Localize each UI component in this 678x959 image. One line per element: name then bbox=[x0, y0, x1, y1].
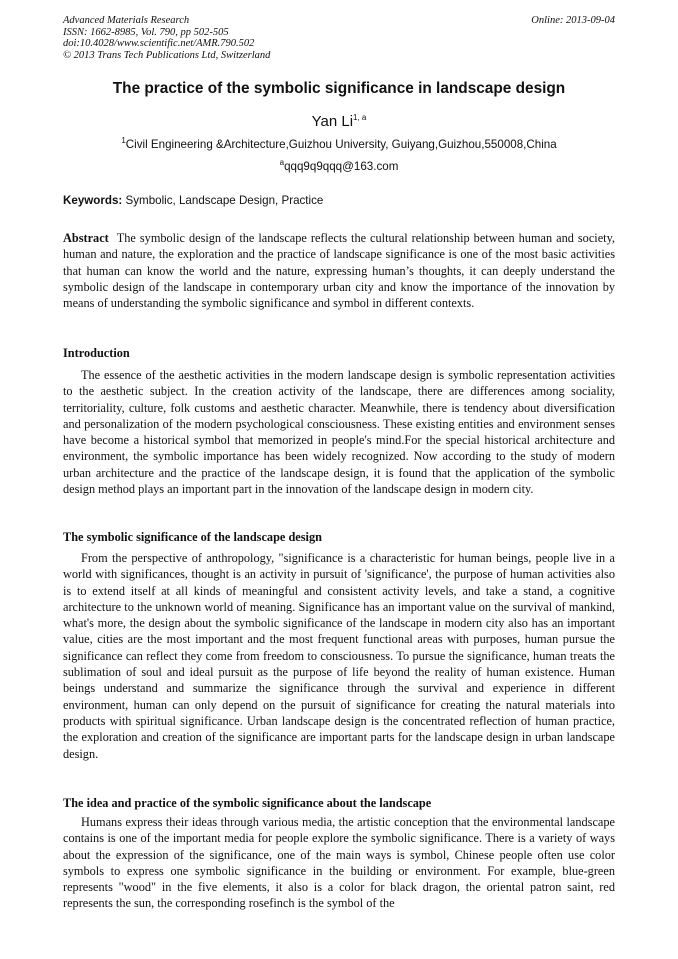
journal-name: Advanced Materials Research bbox=[63, 15, 190, 26]
keywords-label: Keywords: bbox=[63, 194, 123, 207]
section-paragraph-idea-and-practice: Humans express their ideas through various media, the artistic conception that the environmental landscape contains is one of the important media for people explore the symbolic significance. There is a variety of ways about the expression of the significance, one of the main ways is symbol, Chinese people often use color symbols to express one symbolic significance in the building or environment. For example, blue-green represents "wood" in the five elements, it also is a color for black dragon, the oriental patron saint, red represents the sun, the corresponding rosefinch is the symbol of the bbox=[63, 815, 615, 911]
issn-line: ISSN: 1662-8985, Vol. 790, pp 502-505 bbox=[63, 26, 229, 38]
section-paragraph-introduction: The essence of the aesthetic activities in the modern landscape design is symbolic representation activities to the aesthetic subject. In the creation activity of the landscape, there are differences among sociality, territoriality, culture, folk customs and aesthetic character. Meanwhile, there is tendency about diversification and personalization of the modern psychological consciousness. These existing entities and environment senses have become a historical symbol that memorized in people's mind.For the special historical architecture and environment, the symbolic importance has been widely recognized. Now according to the study of modern urban architecture and the practice of the landscape design, it is found that the application of the symbolic design method plays an important part in the innovation of the landscape design in modern city. bbox=[63, 368, 615, 497]
email-address: qqq9q9qqq@163.com bbox=[284, 160, 399, 173]
abstract-paragraph bbox=[63, 230, 615, 311]
abstract-text: The symbolic design of the landscape reflects the cultural relationship between human and society, human and nature, the exploration and the practice of landscape significance is one of the most basic activities that human can know the world and the nature, expressing human’s thoughts, it can deeply understand the symbolic design of the landscape in contemporary urban city and know the importance of the innovation by means of understanding the symbolic significance and symbol in different contexts. bbox=[63, 231, 615, 311]
online-date: Online: 2013-09-04 bbox=[531, 15, 615, 26]
author-superscript: 1, a bbox=[353, 113, 367, 122]
section-paragraph-symbolic-significance: From the perspective of anthropology, "significance is a characteristic for human beings, people live in a world with significances, thought is an activity in pursuit of 'significance', the purpose of human activities also is to extend itself at all kinds of meaningful and consistent activity levels, and take a stand, a cognitive architecture to the unknown world of meaning. Significance has an important value on the survival of mankind, what's more, the design about the symbolic significance of the landscape in modern city also has an important value, cities are the most important and the most frequent functional areas with purposes, human pursue the significance can reflect they come from freedom to consciousness. To pursue the significance, human treats the sublimation of soul and ideal pursuit as the purpose of life beyond the reality of human existence. Human beings understand and summarize the significance through the survival and experience in different environment, human can only depend on the pursuit of significance for creating the natural materials into products with spiritual significance. Urban landscape design is the concentrated reflection of human practice, the exploration and creation of the significance are important parts for the landscape design in urban landscape design. bbox=[63, 551, 615, 761]
paper-title: The practice of the symbolic significance in landscape design bbox=[112, 80, 566, 97]
section-heading-introduction: Introduction bbox=[63, 346, 130, 360]
abstract-label: Abstract bbox=[63, 231, 109, 245]
affiliation-line bbox=[60, 138, 618, 152]
keywords-line bbox=[63, 194, 323, 208]
journal-header bbox=[63, 15, 270, 61]
doi-line: doi:10.4028/www.scientific.net/AMR.790.502 bbox=[63, 38, 255, 50]
author-line bbox=[60, 113, 618, 131]
affiliation-superscript: 1 bbox=[121, 136, 126, 146]
email-line bbox=[60, 160, 618, 174]
copyright-line: © 2013 Trans Tech Publications Ltd, Switzerland bbox=[63, 49, 271, 61]
section-heading-symbolic-significance: The symbolic significance of the landscape design bbox=[63, 530, 322, 544]
affiliation-text: Civil Engineering &Architecture,Guizhou University, Guiyang,Guizhou,550008,China bbox=[125, 138, 557, 151]
section-heading-idea-and-practice: The idea and practice of the symbolic significance about the landscape bbox=[63, 796, 432, 810]
email-superscript: a bbox=[279, 158, 285, 168]
author-name: Yan Li bbox=[311, 113, 354, 130]
keywords-text: Symbolic, Landscape Design, Practice bbox=[125, 194, 324, 207]
